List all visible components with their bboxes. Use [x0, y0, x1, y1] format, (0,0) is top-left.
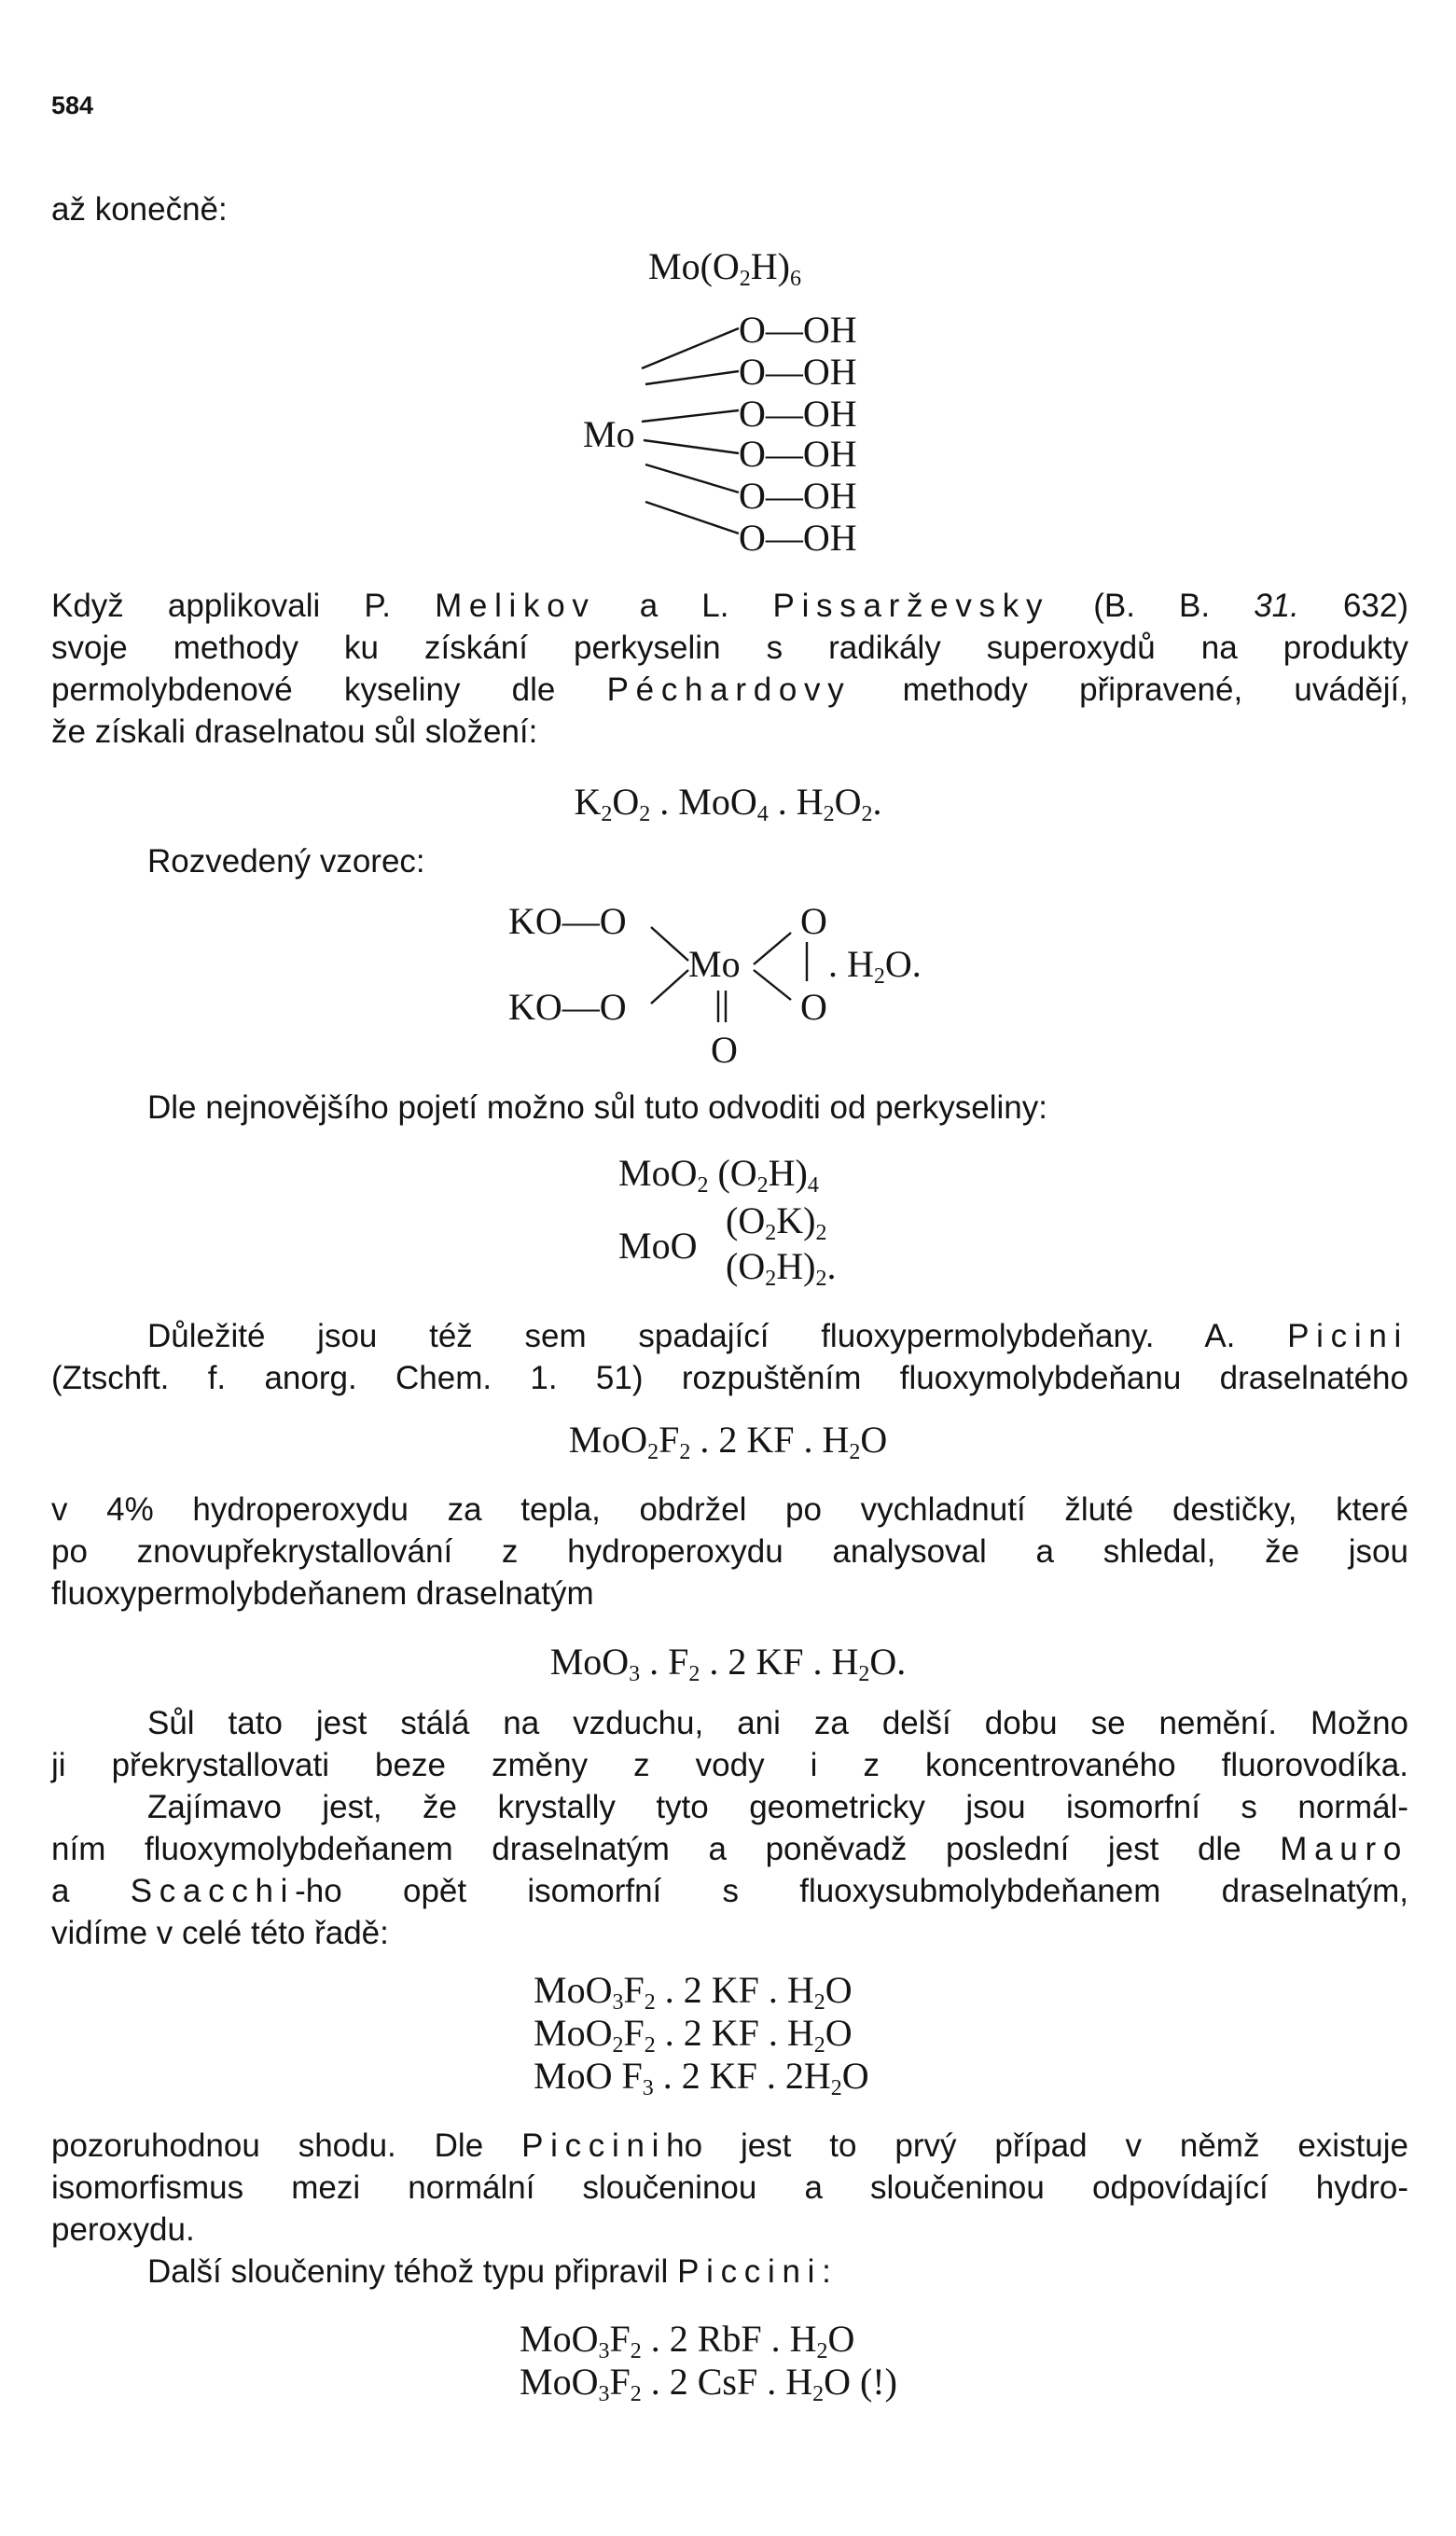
paragraph-stala — [51, 1702, 1408, 1954]
para5-line-4: ním fluoxymolybdeňanem draselnatým a poněvadž poslední jest dle Mauro — [51, 1831, 1408, 1867]
para5-line-2: ji překrystallovati beze změny z vody i z koncentrovaného fluorovodíka. — [51, 1747, 1408, 1783]
para6-line-4: Další sloučeniny téhož typu připravil Piccini: — [147, 2253, 839, 2290]
formula4-line1: MoO$_2$ $(O_2H)_4$ — [618, 1152, 819, 1199]
para3-line-2: (Ztschft. f. anorg. Chem. 1. 51) rozpuštěním fluoxymolybdeňanu draselnatého — [51, 1360, 1408, 1396]
paragraph-hydroperoxyd — [51, 1489, 1408, 1614]
para1-line-4: že získali draselnatou sůl složení: — [51, 714, 538, 750]
formula1-group-2: O—OH — [739, 351, 857, 393]
formula3-water: . $H_2O$. — [828, 943, 922, 990]
formula8-line-1: $MoO_3F_2$ . 2 RbF . $H_2O$ — [520, 2318, 855, 2364]
bond-mo-o-top — [754, 933, 791, 964]
formula-moo3: MoO$_3$ . $F_2$ . 2 KF . $H_2O$. — [549, 1641, 907, 1687]
formula1-group-1: O—OH — [739, 309, 857, 351]
paragraph-perkyselina: Dle nejnovějšího pojetí možno sůl tuto odvoditi od perkyseliny: — [147, 1089, 1047, 1126]
formula3-ko-bottom: KO—O — [508, 986, 627, 1028]
formula7-line-1: $MoO_3F_2$ . 2 KF . $H_2O$ — [534, 1969, 853, 2016]
para6-line-2: isomorfismus mezi normální sloučeninou a sloučeninou odpovídající hydro- — [51, 2169, 1408, 2206]
label-rozvedeny: Rozvedený vzorec: — [147, 843, 425, 880]
page-number: 584 — [51, 91, 94, 119]
paragraph-fluoxy — [51, 1315, 1408, 1399]
para1-line-1: Když applikovali P. Melikov a L. Pissarževsky (B. B. 31. 632) — [51, 588, 1409, 624]
formula1-group-6: O—OH — [739, 517, 857, 559]
bond-ko-mo-bottom — [651, 970, 688, 1004]
para5-line-3: Zajímavo jest, že krystally tyto geometricky jsou isomorfní s normál- — [147, 1789, 1408, 1825]
para6-line-3: peroxydu. — [51, 2211, 195, 2248]
para4-line-3: fluoxypermolybdeňanem draselnatým — [51, 1575, 594, 1612]
para4-line-1: v 4% hydroperoxydu za tepla, obdržel po vychladnutí žluté destičky, které — [51, 1491, 1408, 1528]
formula3-o-top: O — [800, 900, 827, 942]
formula1-group-3: O—OH — [739, 393, 857, 435]
para5-line-5: a Scacchi-ho opět isomorfní s fluoxysubmolybdeňanem draselnatým, — [51, 1873, 1408, 1909]
formula7-line-2: $MoO_2F_2$ . 2 KF . $H_2O$ — [534, 2012, 853, 2058]
para5-line-1: Sůl tato jest stálá na vzduchu, ani za delší dobu se nemění. Možno — [147, 1705, 1408, 1741]
bond-mo-o-bottom — [754, 970, 791, 1000]
para6-line-1: pozoruhodnou shodu. Dle Picciniho jest to prvý případ v němž existuje — [51, 2127, 1409, 2164]
para1-line-2: svoje methody ku získání perkyselin s radikály superoxydů na produkty — [51, 630, 1408, 666]
para5-line-6: vidíme v celé této řadě: — [51, 1915, 389, 1951]
para4-line-2: po znovupřekrystallování z hydroperoxydu analysoval a shledal, že jsou — [51, 1533, 1408, 1570]
formula3-bonds — [0, 0, 1456, 1119]
formula3-mo: Mo — [688, 943, 741, 985]
formula3-o-bottom: O — [800, 986, 827, 1028]
formula4-mo: MoO — [618, 1225, 698, 1267]
formula7-line-3: MoO $F_3$ . 2 KF . $2H_2O$ — [534, 2055, 869, 2101]
intro-label: až konečně: — [51, 191, 228, 228]
formula3-o-down: O — [711, 1029, 738, 1071]
para1-line-3: permolybdenové kyseliny dle Péchardovy methody připravené, uvádějí, — [51, 672, 1408, 708]
paragraph-shoda — [51, 2125, 1408, 2293]
formula-k2o2: $K_2O_2$ . MoO$_4$ . $H_2O_2$. — [574, 781, 882, 827]
formula-moo2f2: $MoO_2F_2$ . 2 KF . $H_2O$ — [568, 1419, 888, 1465]
formula1-center: Mo — [583, 413, 635, 455]
formula8-line-2: $MoO_3F_2$ . 2 CsF . $H_2O$ (!) — [520, 2361, 897, 2407]
formula3-ko-top: KO—O — [508, 900, 627, 942]
formula4-k: $(O_2K)_2$ — [726, 1199, 827, 1246]
bond-ko-mo-top — [651, 927, 688, 961]
para3-line-1: Důležité jsou též sem spadající fluoxypermolybdeňany. A. Picini — [147, 1318, 1408, 1354]
formula4-h: $(O_2H)_2$. — [726, 1245, 837, 1292]
formula1-group-5: O—OH — [739, 475, 857, 517]
formula1-title: $Mo(O_2H)_6$ — [648, 245, 801, 292]
formula1-group-4: O—OH — [739, 433, 857, 475]
